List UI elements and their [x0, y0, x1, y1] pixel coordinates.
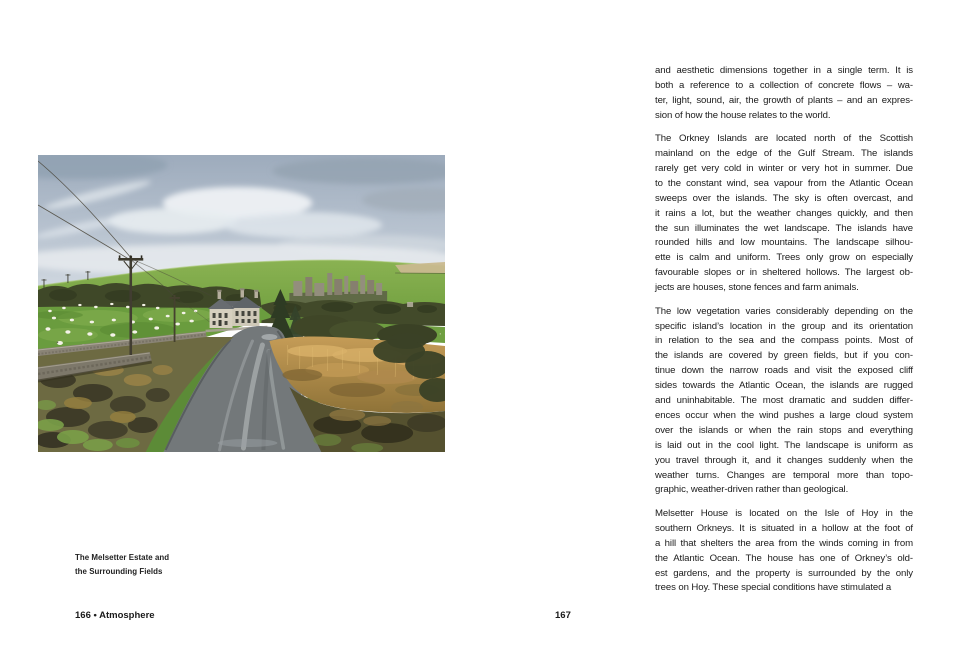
landscape-photo	[38, 155, 445, 452]
text-line: sides towards the Atlantic Ocean, the islands are rugged	[655, 380, 913, 392]
photo-caption	[75, 551, 169, 578]
text-line: and uninhabitable. The most dramatic and sudden differ-	[655, 395, 913, 407]
page-number-right: 167	[555, 610, 571, 621]
text-line: The Orkney Islands are located north of the Scottish	[655, 133, 913, 145]
text-line: rarely get very cold in winter or very hot in summer. Due	[655, 162, 913, 174]
folio-separator: •	[90, 610, 100, 621]
text-line: specific island’s location in the group and its orientation	[655, 320, 913, 332]
text-line: The low vegetation varies considerably depending on the	[655, 305, 913, 317]
text-line: sion of how the house relates to the world.	[655, 109, 831, 121]
landscape-photo-art	[38, 155, 445, 452]
body-text	[655, 64, 913, 605]
text-line: the islands are covered by green fields, but if you con-	[655, 350, 913, 362]
text-line: it rains a lot, but the weather changes quickly, and then	[655, 207, 913, 219]
paragraph	[655, 132, 913, 296]
caption-line-1: The Melsetter Estate and	[75, 553, 170, 562]
utility-pole	[129, 256, 132, 355]
text-line: ences occur when the wind pushes a large cloud system	[655, 409, 913, 421]
distant-cottage	[407, 302, 413, 307]
text-line: sweeps over the islands. The sky is often overcast, and	[655, 192, 913, 204]
text-line: rounded hills and low mountains. The landscape silhou-	[655, 237, 913, 249]
text-line: to the constant wind, sea vapour from the Atlantic Ocean	[655, 177, 913, 189]
text-line: a hill that shelters the area from the winds coming in from	[655, 537, 913, 549]
text-line: Melsetter House is located on the Isle of Hoy in the	[655, 507, 913, 519]
text-line: ter, light, sound, air, the growth of plants – and an expres-	[655, 94, 913, 106]
text-line: over the islands or when the rain stops and everything	[655, 424, 913, 436]
text-line: graphic, weather-driven rather than geological.	[655, 484, 849, 496]
text-line: is laid out in the cool light. The landscape is uniform as	[655, 439, 913, 451]
page-number-left: 166	[75, 610, 91, 621]
paragraph	[655, 507, 913, 596]
text-line: mainland on the edge of the Gulf Stream. The islands	[655, 148, 913, 160]
text-line: jects are houses, stone fences and farm animals.	[655, 282, 859, 294]
text-line: you travel through it, and it changes suddenly when the	[655, 454, 913, 466]
text-line: ette is calm and uniform. Trees only grow on especially	[655, 252, 913, 264]
text-line: both a reference to a collection of concrete flows – wa-	[655, 79, 913, 91]
paragraph	[655, 305, 913, 499]
left-folio	[75, 610, 155, 621]
text-line: in relation to the sea and the compass points. Most of	[655, 335, 913, 347]
text-line: tinue down the narrow roads and visit the exposed cliff	[655, 365, 913, 377]
text-line: the Atlantic Ocean. The house has one of Orkney’s old-	[655, 552, 913, 564]
text-line: the sun illuminates the wet landscape. The islands have	[655, 222, 913, 234]
paragraph	[655, 64, 913, 124]
right-page	[480, 0, 960, 667]
text-line: and aesthetic dimensions together in a single term. It is	[655, 65, 913, 76]
text-line: trees on Hoy. These special conditions have stimulated a	[655, 582, 892, 594]
text-line: est gardens, and the property is surrounded by the only	[655, 567, 913, 579]
utility-pole-small	[174, 295, 176, 342]
text-line: weather turns. Changes are temporal more than topo-	[655, 469, 913, 481]
text-line: southern Orkneys. It is situated in a hollow at the foot of	[655, 522, 913, 534]
right-folio	[555, 610, 571, 621]
caption-line-2: the Surrounding Fields	[75, 566, 163, 576]
text-line: favourable slopes or in sheltered hollows. The largest ob-	[655, 267, 913, 279]
chapter-title: Atmosphere	[99, 610, 155, 621]
